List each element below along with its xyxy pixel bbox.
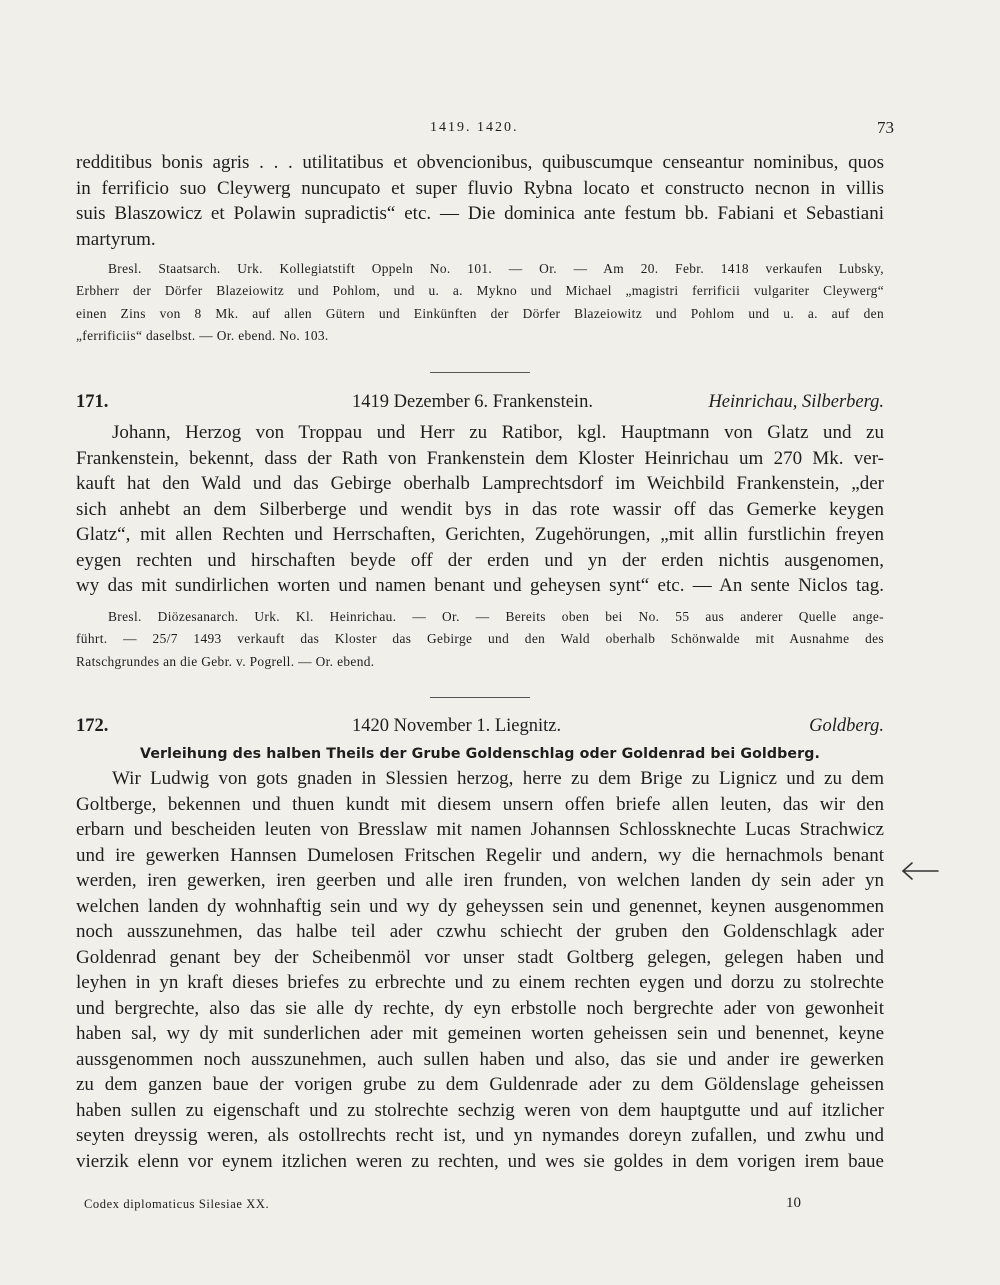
- document-page: [76, 0, 894, 1285]
- note-line: Bresl. Diözesanarch. Urk. Kl. Heinrichau. — Or. — Bereits oben bei No. 55 aus anderer Quelle ange-: [108, 609, 884, 624]
- text-line: Goltberge, bekennen und thuen kundt mit diesem unsern offen briefe allen leuten, das wir den: [76, 793, 884, 815]
- text-line: und bergrechte, also das sie alle dy rechte, dy eyn erbstolle noch bergrechte ader von gewonheit: [76, 997, 884, 1019]
- doc-place: Goldberg.: [809, 716, 884, 736]
- prev-doc-text: [76, 150, 884, 252]
- text-line: suis Blaszowicz et Polawin supradictis“ etc. — Die dominica ante festum bb. Fabiani et Sebastiani: [76, 203, 884, 224]
- doc171: [76, 392, 884, 599]
- text-line: aussgenommen noch ausszunehmen, auch sullen haben und also, das sie und ander ire gewerken: [76, 1048, 884, 1070]
- text-line: eygen rechten und hirschaften beyde off der erden und yn der erden nichtis ausgenomen,: [76, 549, 884, 571]
- doc-date: 1420 November 1. Liegnitz.: [352, 716, 562, 736]
- doc171-note: [76, 606, 884, 673]
- text-line: martyrum.: [76, 228, 156, 250]
- text-line: redditibus bonis agris . . . utilitatibus et obvencionibus, quibuscumque censeantur nominibus, quos: [76, 152, 884, 173]
- text-line: werden, iren gewerken, iren geerben und alle iren frunden, von welchen landen dy sein ader yn: [76, 870, 884, 891]
- text-line: und ire gewerken Hannsen Dumelosen Fritschen Regelir und andern, wy die hernachmols benant: [76, 844, 884, 866]
- text-line: seyten dreyssig weren, als ostollrechts recht ist, und yn nymandes doreyn zufallen, und zwhu und: [76, 1125, 884, 1146]
- doc-heading: [76, 392, 884, 420]
- prev-doc-note: [76, 258, 884, 347]
- doc-place: Heinrichau, Silberberg.: [708, 392, 884, 412]
- text-line: wy das mit sundirlichen worten und namen benant und geheysen synt“ etc. — An sente Niclos tag.: [76, 575, 884, 596]
- note-line: „ferrificiis“ daselbst. — Or. ebend. No. 103.: [76, 327, 329, 343]
- text-line: Johann, Herzog von Troppau und Herr zu Ratibor, kgl. Hauptmann von Glatz und zu: [112, 422, 884, 443]
- text-line: Frankenstein, bekennt, dass der Rath von Frankenstein dem Kloster Heinrichau um 270 Mk. ver-: [76, 447, 884, 469]
- margin-arrow-icon: [900, 858, 940, 884]
- text-line: zu dem ganzen baue der vorigen grube zu dem Guldenrade ader zu dem Göldenslage geheissen: [76, 1074, 884, 1095]
- text-line: vierzik elenn vor eynem itzlichen weren zu rechten, und wes sie goldes in dem vorigen irem baue: [76, 1150, 884, 1172]
- text-line: kauft hat den Wald und das Gebirge oberhalb Lamprechtsdorf im Weichbild Frankenstein, „der: [76, 473, 884, 494]
- note-line: führt. — 25/7 1493 verkauft das Kloster das Gebirge und den Wald oberhalb Schönwalde mit Ausnahme des: [76, 631, 884, 647]
- page-number: 73: [877, 118, 894, 137]
- text-line: noch ausszunehmen, das halbe teil ader czwhu schiecht der gruben den Goldenschlagk ader: [76, 921, 884, 942]
- separator-rule: [76, 372, 884, 373]
- doc-heading: [76, 716, 884, 744]
- text-line: in ferrificio suo Cleywerg nuncupato et super fluvio Rybna locato et constructo necnon in villis: [76, 177, 884, 199]
- text-line: Glatz“, mit allen Rechten und Herrschaften, Gerichten, Zugehörungen, „mit allin furstlichin freyen: [76, 524, 884, 545]
- note-line: Erbherr der Dörfer Blazeiowitz und Pohlom, und u. a. Mykno und Michael „magistri ferrificii vulgariter Cleywerg“: [76, 283, 884, 299]
- text-line: haben sullen zu eigenschaft und zu stolrechte sechzig weren von dem hauptgutte und auf itzlicher: [76, 1099, 884, 1121]
- doc172: [76, 716, 884, 1174]
- separator-rule: [76, 697, 884, 698]
- running-title: 1419. 1420.: [430, 120, 519, 135]
- text-line: welchen landen dy wohnhaftig sein und wy dy geheyssen sein und genennet, keynen ausgenommen: [76, 895, 884, 917]
- doc-title: Verleihung des halben Theils der Grube Goldenschlag oder Goldenrad bei Goldberg.: [140, 746, 820, 762]
- text-line: leyhen in yn kraft dieses briefes zu erbrechte und zu einem rechten eygen und dorzu zu stolrechte: [76, 972, 884, 993]
- text-line: sich anhebt an dem Silberberge und wendit bys in das rote wassir off das Gemerke keygen: [76, 498, 884, 520]
- text-line: haben sal, wy dy mit sunderlichen ader mit gemeinen worten geheissen sein und benennet, keyne: [76, 1023, 884, 1044]
- note-line: Bresl. Staatsarch. Urk. Kollegiatstift Oppeln No. 101. — Or. — Am 20. Febr. 1418 verkaufen Lubsky,: [108, 261, 884, 276]
- doc-date: 1419 Dezember 6. Frankenstein.: [352, 392, 593, 412]
- footer-signature-number: 10: [786, 1195, 801, 1211]
- page-header: [76, 118, 894, 140]
- text-line: erbarn und bescheiden leuten von Bresslaw mit namen Johannsen Schlossknechte Lucas Strachwicz: [76, 819, 884, 840]
- note-line: Ratschgrundes an die Gebr. v. Pogrell. — Or. ebend.: [76, 653, 375, 669]
- doc-number: 171.: [76, 392, 109, 412]
- footer-series-title: Codex diplomaticus Silesiae XX.: [84, 1197, 270, 1211]
- note-line: einen Zins von 8 Mk. auf allen Gütern und Einkünften der Dörfer Blazeiowitz und Pohlom und u. a. auf den: [76, 305, 884, 321]
- doc-number: 172.: [76, 716, 109, 736]
- text-line: Wir Ludwig von gots gnaden in Slessien herzog, herre zu dem Brige zu Lignicz und zu dem: [112, 768, 884, 789]
- text-line: Goldenrad genant bey der Scheibenmöl vor unser stadt Goltberg gelegen, gelegen haben und: [76, 946, 884, 968]
